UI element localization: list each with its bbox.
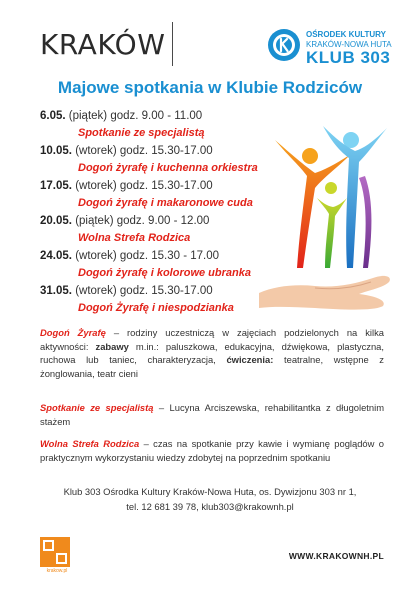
krakow-pl-logo-icon — [40, 537, 70, 567]
club-label-line1: OŚRODEK KULTURY — [306, 30, 386, 39]
schedule-time: (wtorek) godz. 15.30-17.00 — [75, 145, 213, 157]
description-lead: Dogoń Żyrafę — [40, 327, 106, 338]
description-wolna-strefa — [40, 437, 384, 464]
footer-logo-caption: krakow.pl — [46, 568, 68, 574]
schedule-row-5 — [40, 250, 219, 262]
schedule-row-3 — [40, 180, 213, 192]
schedule-date: 10.05. — [40, 145, 72, 157]
schedule-time: (wtorek) godz. 15.30-17.00 — [75, 180, 213, 192]
schedule-row-1 — [40, 110, 202, 122]
description-text: m.in.: paluszkowa, edukacyjna, dźwiękowa, plastyczna, ruchowa lub taniec, charakteryzacja, — [40, 340, 384, 365]
description-lead: Spotkanie ze specjalistą — [40, 402, 154, 413]
address-line-2: tel. 12 681 39 78, klub303@krakownh.pl — [126, 501, 294, 512]
schedule-row-6 — [40, 285, 213, 297]
schedule-row-4 — [40, 215, 209, 227]
schedule-time: (wtorek) godz. 15.30 - 17.00 — [75, 250, 220, 262]
schedule-time: (piątek) godz. 9.00 - 11.00 — [68, 110, 203, 122]
description-text: teatralne, wstępne z żonglowania, teatr cieni — [40, 354, 384, 379]
description-dogon-zyrafe — [40, 326, 384, 380]
club-name: KLUB 303 — [306, 48, 391, 67]
schedule-event-2: Dogoń żyrafę i kuchenna orkiestra — [78, 162, 258, 174]
schedule-event-3: Dogoń żyrafę i makaronowe cuda — [78, 197, 253, 209]
schedule-date: 17.05. — [40, 180, 72, 192]
schedule-event-5: Dogoń żyrafę i kolorowe ubranka — [78, 267, 251, 279]
schedule-time: (piątek) godz. 9.00 - 12.00 — [75, 215, 210, 227]
schedule-time: (wtorek) godz. 15.30-17.00 — [75, 285, 213, 297]
description-text: – rodziny uczestniczą w zajęciach podzielonych na kilka aktywności: — [40, 327, 384, 352]
schedule-event-1: Spotkanie ze specjalistą — [78, 127, 205, 139]
header-divider — [172, 22, 173, 66]
description-bold: zabawy — [95, 340, 129, 352]
description-spotkanie — [40, 401, 384, 428]
schedule-row-2 — [40, 145, 213, 157]
krakow-city-logo: KRAKÓW — [40, 28, 166, 61]
schedule-event-6: Dogoń Żyrafę i niespodzianka — [78, 302, 234, 314]
address-line-1: Klub 303 Ośrodka Kultury Kraków-Nowa Huta, os. Dywizjonu 303 nr 1, — [63, 486, 357, 497]
klub-303-emblem-icon — [267, 28, 301, 62]
club-label-line2: KRAKÓW-NOWA HUTA — [306, 40, 392, 49]
schedule-date: 31.05. — [40, 285, 72, 297]
schedule-date: 6.05. — [40, 110, 66, 122]
family-hand-illustration — [255, 118, 405, 313]
description-text: – Lucyna Arciszewska, rehabilitantka z długoletnim stażem — [40, 402, 384, 427]
description-text: – czas na spotkanie przy kawie i wymianę poglądów o praktycznym wykorzystaniu wiedzy zdobytej na poprzednim spotkaniu — [40, 438, 384, 463]
description-bold: ćwiczenia: — [226, 354, 274, 365]
description-lead: Wolna Strefa Rodzica — [40, 438, 140, 449]
footer-url: WWW.KRAKOWNH.PL — [288, 551, 384, 561]
schedule-event-4: Wolna Strefa Rodzica — [78, 232, 191, 244]
schedule-date: 24.05. — [40, 250, 72, 262]
page-title: Majowe spotkania w Klubie Rodziców — [57, 78, 363, 97]
schedule-date: 20.05. — [40, 215, 72, 227]
